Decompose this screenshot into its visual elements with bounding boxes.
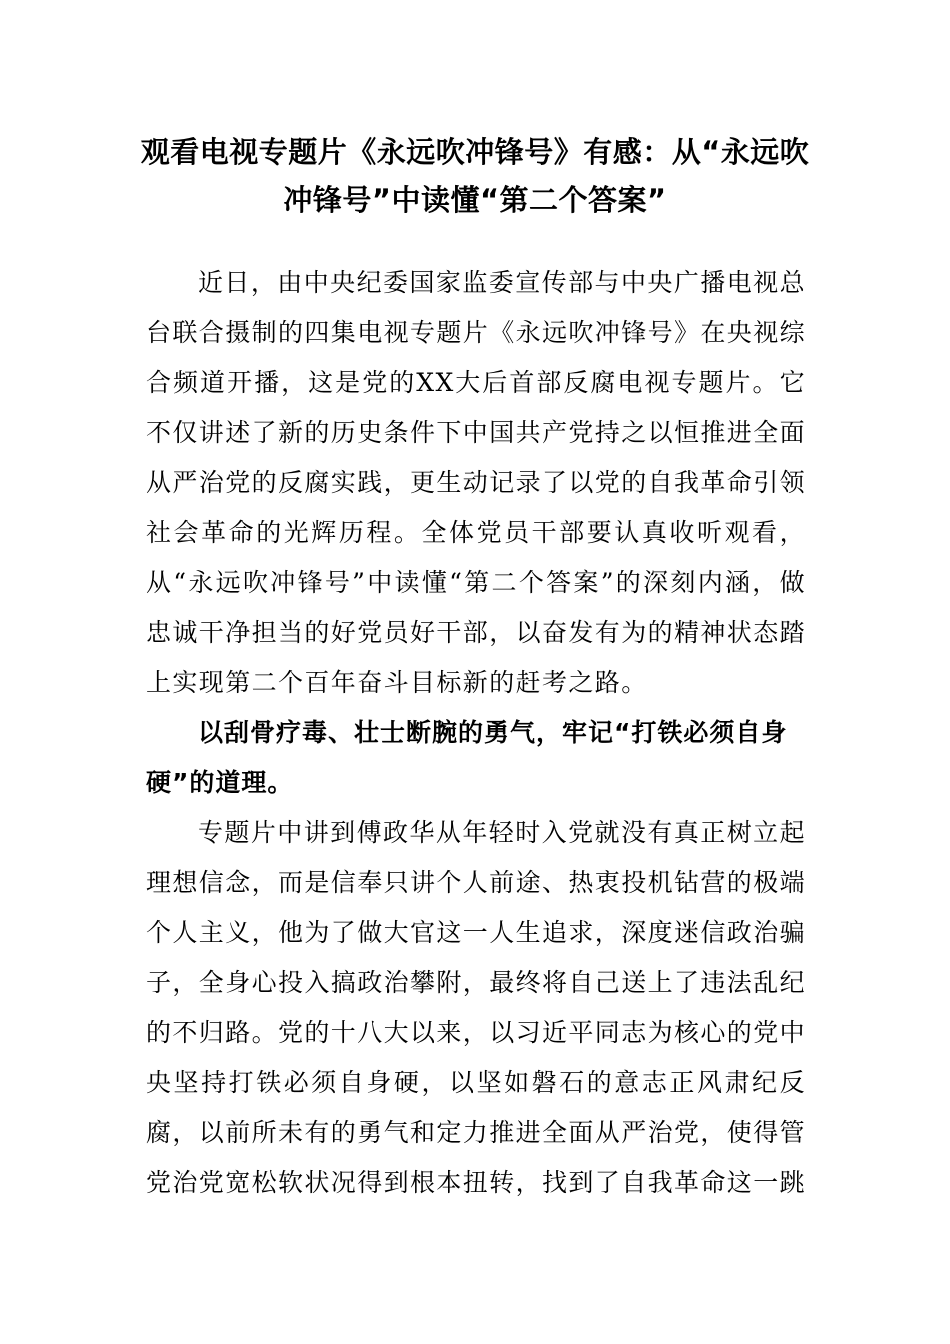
paragraph-section-body: 专题片中讲到傅政华从年轻时入党就没有真正树立起理想信念，而是信奉只讲个人前途、热衷投机钻营的极端个人主义，他为了做大官这一人生追求，深度迷信政治骗子，全身心投入搞政治攀附，最终将自己送上了违法乱纪的不归路。党的十八大以来，以习近平同志为核心的党中央坚持打铁必须自身硬，以坚如磐石的意志正风肃纪反腐，以前所未有的勇气和定力推进全面从严治党，使得管党治党宽松软状况得到根本扭转，找到了自我革命这一跳	[146, 818, 807, 1197]
paragraph-intro: 近日，由中央纪委国家监委宣传部与中央广播电视总台联合摄制的四集电视专题片《永远吹冲锋号》在央视综合频道开播，这是党的XX大后首部反腐电视专题片。它不仅讲述了新的历史条件下中国共产党持之以恒推进全面从严治党的反腐实践，更生动记录了以党的自我革命引领社会革命的光辉历程。全体党员干部要认真收听观看，从“永远吹冲锋号”中读懂“第二个答案”的深刻内涵，做忠诚干净担当的好党员好干部，以奋发有为的精神状态踏上实现第二个百年奋斗目标新的赶考之路。	[146, 268, 807, 697]
document-body	[146, 258, 806, 1208]
title-line-2: 冲锋号”中读懂“第二个答案”	[283, 183, 667, 217]
title-line-1: 观看电视专题片《永远吹冲锋号》有感：从“永远吹	[140, 135, 810, 169]
document-title	[130, 128, 820, 224]
section-heading: 以刮骨疗毒、壮士断腕的勇气，牢记“打铁必须自身硬”的道理。	[146, 718, 788, 797]
